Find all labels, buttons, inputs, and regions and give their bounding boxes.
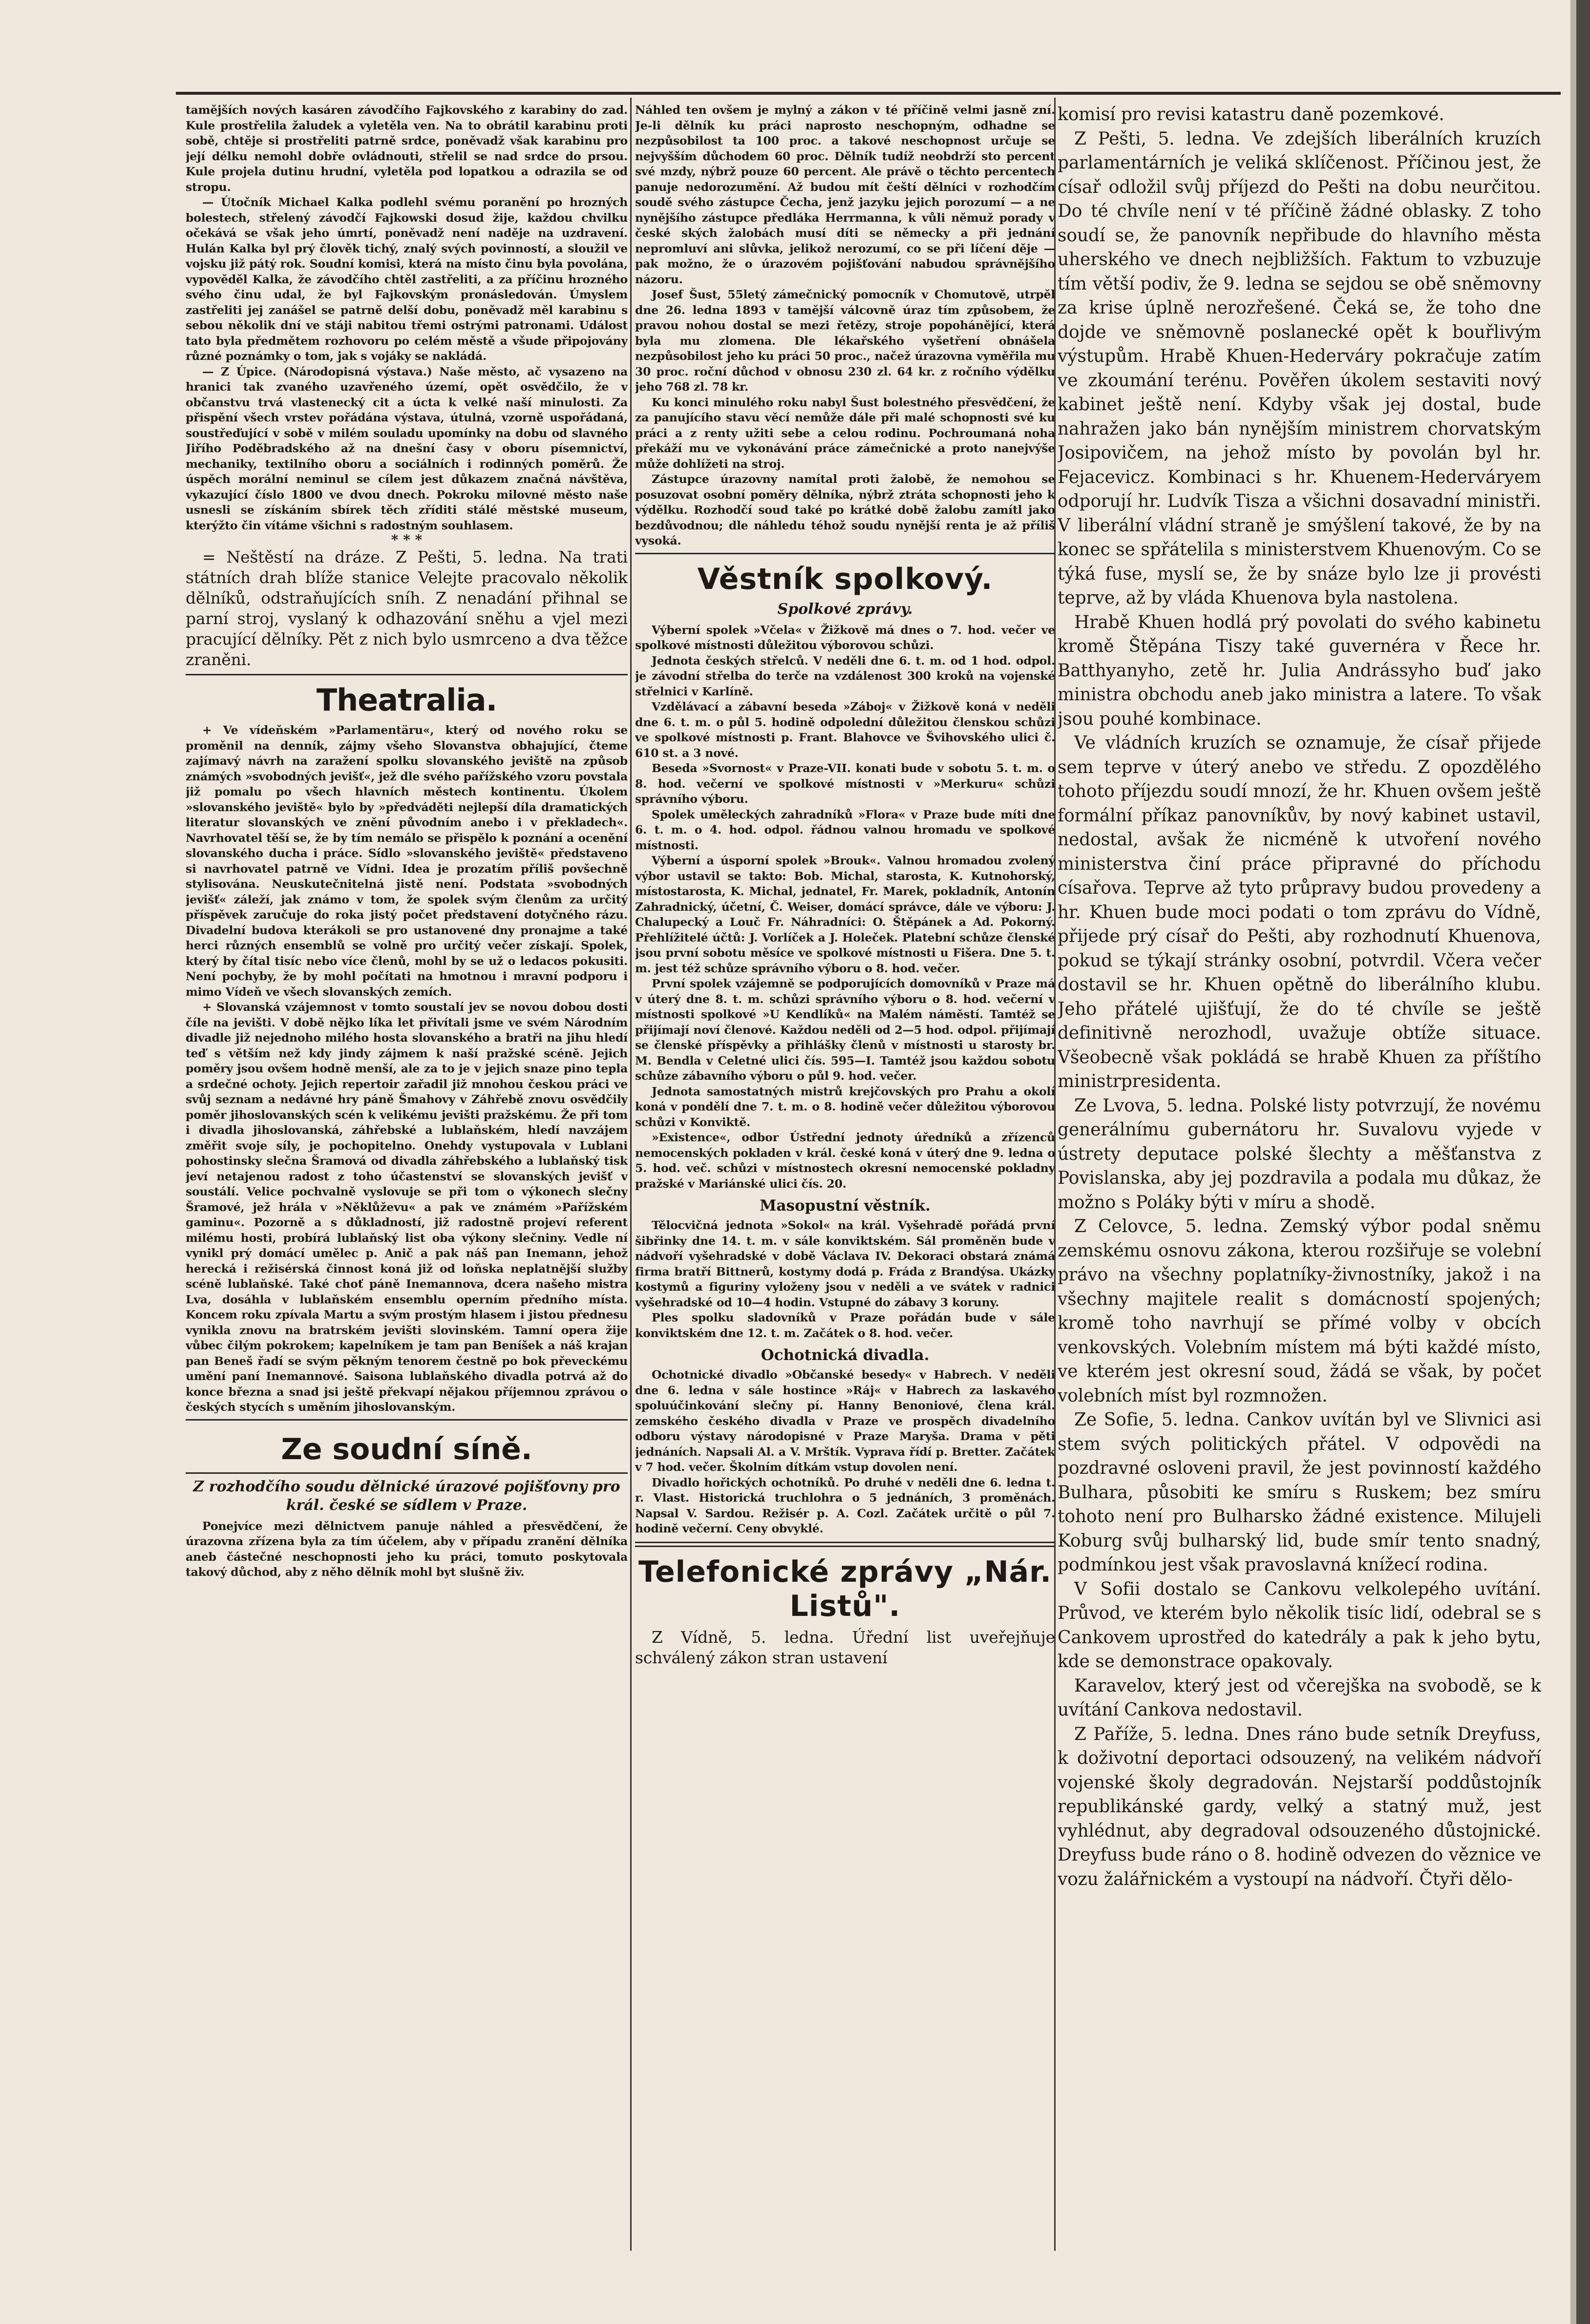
article-karavelov: Karavelov, který jest od včerejška na svobodě, se k uvítání Cankova nedostavil. (1058, 1675, 1541, 1720)
notice-sokol: Tělocvičná jednota »Sokol« na král. Vyšehradě pořádá první šibřinky dne 14. t. m. v sále konviktském. Sál proměněn bude v nádvoří vyšehradské v době Václava IV. Dekoraci obstará známá firma bratří Bittnerů, kostymy dodá p. Fráda z Brandýsa. Ukázky kostymů a figuriny vyloženy jsou v neděli a ve svátek v radnici vyšehradské od 10—4 hodin. Vstupné do zábavy 3 koruny. (635, 1218, 1055, 1309)
article-continuation: tamějších nových kasáren závodčího Fajkovského z karabiny do zad. Kule prostřelila žaludek a vyletěla ven. Na to obrátil karabinu proti sobě, chtěje si prostřeliti patrně srdce, poněvadž však karabinu pro její délku nemohl dobře ovládnouti, střelil se nad srdce do prsou. Kule projela dutinu hrudní, vyletěla pod lopatkou a odrazila se od stropu. (186, 103, 628, 194)
notice-vcela: Výberní spolek »Včela« v Žižkově má dnes o 7. hod. večer ve spolkové místnosti důležitou výborovou schůzi. (635, 623, 1055, 652)
notice-flora: Spolek uměleckých zahradníků »Flora« v Praze bude míti dne 6. t. m. o 4. hod. odpol. řádnou valnou hromadu ve spolkové místnosti. (635, 807, 1055, 852)
section-double-rule (635, 1542, 1055, 1547)
page-edge-shadow (1570, 0, 1576, 2324)
notice-existence: »Existence«, odbor Ústřední jednoty úředníků a zřízenců nemocenských pokladen v král. české koná v úterý dne 9. ledna o 5. hod. več. schůzi v místnostech okresní nemocenské pokladny pražské v Mariánské ulici čís. 20. (635, 1131, 1055, 1191)
section-title-telefonicke-zpravy: Telefonické zprávy „Nár. Listů". (638, 1554, 1052, 1623)
separator-stars: * * * (391, 532, 423, 548)
article-ze-lvova: Ze Lvova, 5. ledna. Polské listy potvrzují, že novému generálnímu gubernátoru hr. Suvalovu vyjede v ústrety deputace polské šlechty a měšťanstva z Povislanska, aby jej pozdravila a podala mu důkaz, že možno s Poláky býti v míru a shodě. (1058, 1095, 1541, 1213)
article-urazovna: Ponejvíce mezi dělnictvem panuje náhled a přesvědčení, že úrazovna zřízena byla za tím účelem, aby v případu zranění dělníka aneb částečné neschopnosti jeho ku práci, tomuto poskytovala takový důchod, aby z něho dělník mohl byt slušně živ. (186, 1519, 628, 1579)
notice-zaboj: Vzdělávací a zábavní beseda »Záboj« v Žižkově koná v neděli dne 6. t. m. o půl 5. hodině odpolední důležitou členskou schůzi ve spolkové místnosti p. Frant. Blahovce ve Švihovského ulici č. 610 st. a 3 nové. (635, 700, 1055, 760)
article-z-parize: Z Paříže, 5. ledna. Dnes ráno bude setník Dreyfuss, k doživotní deportaci odsouzený, na velikém nádvoří vojenské školy degradován. Nejstarší poddůstojník republikánské gardy, velký a statný muž, jest vyhlédnut, aby degradoval odsouzeného důstojnické. Dreyfuss bude ráno o 8. hodině odvezen do věznice ve vozu žalářnickém a vystoupí na nádvoří. Čtyři dělo- (1058, 1724, 1541, 1889)
section-rule (186, 1419, 628, 1421)
article-sust-3: Zástupce úrazovny namítal proti žalobě, že nemohou se posuzovat osobní poměry dělníka, nýbrž ztráta schopnosti jeho k výdělku. Rozhodčí soud také po krátké době žalobu zamítl jako bezdůvodnou; dle náhledu téhož soudu nynější renta je až příliš vysoká. (635, 472, 1055, 547)
article-khuen: Hrabě Khuen hodlá prý povolati do svého kabinetu kromě Štěpána Tiszy také guvernéra v Řece hr. Batthyanyho, zetě hr. Julia Andrássyho buď jako ministra obchodu aneb jako ministra a latere. To však jsou pouhé kombinace. (1058, 612, 1541, 729)
subheading-rozhodci-soud: Z rozhodčího soudu dělnické úrazové pojišťovny pro král. české se sídlem v Praze. (193, 1478, 620, 1514)
article-ze-sofie: Ze Sofie, 5. ledna. Cankov uvítán byl ve Slivnici asi stem svých politických přátel. V odpovědi na pozdravné osloveni pravil, že jest povinností každého Bulhara, působiti ke smíru s Ruskem; bez smíru tohoto není pro Bulharsko žádné existence. Milujeli Koburg svůj bulharský lid, bude smír tento snadný, podmínkou jest však pravoslavná knížecí rodina. (1058, 1410, 1541, 1575)
top-rule (176, 92, 1561, 95)
article-sofie-uvitani: V Sofii dostalo se Cankovu velkolepého uvítání. Průvod, ve kterém bylo několik tisíc lidí, odebral se s Cankovem uprostřed do katedrály a pak k jeho bytu, kde se demonstrace opakovaly. (1058, 1579, 1541, 1672)
article-z-vidne: Z Vídně, 5. ledna. Úřední list uveřejňuje schválený zákon stran ustavení (635, 1627, 1055, 1667)
notice-svornost: Beseda »Svornost« v Praze-VII. konati bude v sobotu 5. t. m. o 8. hod. večerní ve spolkové místnosti v »Merkuru« schůzi správního výboru. (635, 761, 1055, 806)
article-sust: Josef Šust, 55letý zámečnický pomocník v Chomutově, utrpěl dne 26. ledna 1893 v tamější válcovně úraz tím způsobem, že pravou nohou dostal se mezi řetězy, stroje popohánějící, která byla mu zlomena. Dle lékařského vyšetření obnášela nezpůsobilost jeho ku práci 50 proc., načež úrazovna vyměřila mu 30 proc. roční důchod v obnosu 230 zl. 64 kr. z ročního výdělku jeho 768 zl. 78 kr. (635, 288, 1055, 394)
article-urazovna-continued: Náhled ten ovšem je mylný a zákon v té příčině velmi jasně zní. Je-li dělník ku práci naprosto neschopným, odhadne se nezpůsobilost ta 100 proc. a takové neschopnost určuje se nejvyšším důchodem 60 proc. Dělník tudíž neobdrží sto percent své mzdy, nýbrž pouze 60 percent. Ale právě o těchto percentech panuje nedorozumění. Až budou mít čeští dělníci v rozhodčím soudě svého zástupce Čecha, jenž jazyku jejich porozumí — a ne nynějšího zástupce předláka Herrmanna, k vůli němuž porady v české ských žalobách musí díti se německy a při jednání nepromluví ani slůvka, jelikož nerozumí, co se při líčení děje — pak možno, že o úrazovém pojišťování nabudou správnějšího názoru. (635, 103, 1055, 286)
section-rule (186, 674, 628, 675)
article-katastr: komisí pro revisi katastru daně pozemkové. (1058, 105, 1444, 125)
notice-ples: Ples spolku sladovníků v Praze pořádán bude v sále konviktském dne 12. t. m. Začátek o 8. hod. večer. (635, 1311, 1055, 1340)
notice-strelci: Jednota českých střelců. V neděli dne 6. t. m. od 1 hod. odpol. je závodní střelba do terče na vzdálenost 300 kroků na vojenské střelnici v Karlíně. (635, 653, 1055, 698)
column-3 (1058, 103, 1541, 2251)
notice-habry: Ochotnické divadlo »Občanské besedy« v Habrech. V neděli dne 6. ledna v sále hostince »Ráj« v Habrech za laskavého spoluúčinkování slečny pí. Hanny Benoniové, člena král. zemského českého divadla v Praze ve prospěch divadelního odboru výstavy národopisné v Praze Maryša. Drama v pěti jednáních. Napsali Al. a V. Mrštík. Vyprava řídí p. Bretter. Začátek v 7 hod. večer. Školním dítkám vstup dovolen není. (635, 1368, 1055, 1474)
subheading-spolkove-zpravy: Spolkové zprávy. (777, 600, 913, 618)
article-slovanske-jeviste: + Ve vídeňském »Parlamentäru«, který od nového roku se proměnil na denník, zájmy všeho Slovanstva obhajující, čteme zajímavý návrh na zaražení spolku slovanského jeviště na způsob známých »svobodných jevišť«, jež dle svého pařížského vzoru povstala již pomalu po všech hlavních městech kontinentu. Úkolem »slovanského jeviště« bylo by »předváděti nejlepší díla dramatických literatur slovanských ve znění původním anebo i v překladech«. Navrhovatel těší se, že by tím nemálo se přispělo k poznání a ocenění slovanského ducha i práce. Sídlo »slovanského jeviště« představeno si navrhovatel patrně ve Vídni. Idea je prozatím příliš povšechně stylisována. Neuskutečnitelná jistě není. Podstata »svobodných jevišť« záleží, jak známo v tom, že spolek svým členům za určitý příspěvek zaručuje do roka jistý počet představení dotyčného rázu. Divadelní budova kterákoli se pro ustanovené dny pronajme a také herci různých ensemblů se volně pro určitý večer získají. Spolek, který by čítal tisíc nebo více členů, mohl by se už o ledacos pokusiti. Není pochyby, že by mohl počítati na hmotnou i mravní podporu i mimo Vídeň ve všech slovanských zemích. (186, 723, 628, 999)
article-upice: — Z Úpice. (Národopisná výstava.) Naše město, ač vysazeno na hranici tak zvaného uzavřeného území, opět osvědčilo, že v občanstvu trvá vlastenecký cit a úcta k velké naší minulosti. Za přispění všech vrstev pořádána výstava, útulná, vzorně uspořádaná, soustřeďující v sobě v milém souladu upomínky na dobu od slavného Jiřího Poděbradského až na dnešní časy v oboru písemnictví, mechaniky, textilního oboru a sociálních i rodinných poměrů. Že úspěch morální neminul se cílem jest důkazem značná návštěva, vykazující číslo 1800 ve dvou dnech. Pokroku milovné město naše usnesli se získáním sbírek těch zříditi stálé městské museum, kterýžto čin vítáme všichni s radostným souhlasem. (186, 364, 628, 532)
article-sust-2: Ku konci minulého roku nabyl Šust bolestného přesvědčení, že za panujícího stavu věcí nemůže dále při malé schopnosti své ku práci a z renty užiti sebe a celou rodinu. Pochroumaná noha překáží mu ve vykonávání práce zámečnické a proto nanejvýše může dohlížeti na stroj. (635, 395, 1055, 471)
section-title-theatralia: Theatralia. (316, 682, 497, 718)
notice-domovnici: První spolek vzájemně se podporujících domovníků v Praze má v úterý dne 8. t. m. schůzi správního výboru o 8. hod. večerní v místnosti spolkové »U Kendlíků« na Malém náměstí. Tamtéž se přijímají noví členové. Každou neděli od 2—5 hod. odpol. přijímají se členské příspěvky a přihlášky členů v místnosti u starosty br. M. Bendla v Celetné ulici čís. 595—I. Tamtéž jsou každou sobotu schůze zábavního výboru o půl 9. hod. večer. (635, 977, 1055, 1083)
section-rule (635, 553, 1055, 554)
section-title-vestnik-spolkovy: Věstník spolkový. (697, 562, 993, 596)
article-nestesti: = Neštěstí na dráze. Z Pešti, 5. ledna. Na trati státních drah blíže stanice Velejte pracovalo několik dělníků, odstraňujících sníh. Z nenadání přihnal se parní stroj, vyslaný k odhazování sněhu a vjel mezi pracující dělníky. Pět z nich bylo usmrceno a dva těžce zraněni. (186, 547, 628, 669)
subheading-masopustni-vestnik: Masopustní věstník. (760, 1197, 931, 1214)
notice-brouk: Výberní a úsporní spolek »Brouk«. Valnou hromadou zvolený výbor ustavil se takto: Bob. Michal, starosta, K. Kutnohorský, místostarosta, K. Michal, jednatel, Fr. Marek, pokladník, Antonín Zahradnický, účetní, Č. Weiser, domácí správce, dále ve výboru: J. Chalupecký a Louč Fr. Náhradníci: O. Štěpánek a Ad. Pokorný. Přehlížitelé účtů: J. Vorlíček a J. Holeček. Platební schůze členské jsou první sobotu měsíce ve spolkové místnosti u Fišera. Dne 5. t. m. jest též schůze správního výboru o 8. hod. večer. (635, 854, 1055, 975)
section-rule (186, 1472, 628, 1474)
article-vladni-kruhy: Ve vládních kruzích se oznamuje, že císař přijede sem teprve v úterý anebo ve středu. Z opozdělého tohoto příjezdu soudí mnozí, že hr. Khuen ovšem ještě formální příkaz panovníkův, by nový kabinet ustavil, nedostal, avšak že nicméně k utvoření nového ministerstva činí práce připravné do příchodu císařova. Teprve až tyto průpravy budou provedeny a hr. Khuen bude moci podati o tom zprávu do Vídně, přijede prý císař do Pešti, aby rozhodnutí Khuenova, pokud se týkají stránky osobní, potvrdil. Včera večer dostavil se hr. Khuen opětně do liberálního klubu. Jeho přátelé ujišťují, že do té chvíle se ještě definitivně nerozhodl, uvažuje obtíže situace. Všeobecně však pokládá se hrabě Khuen za příštího ministrpresidenta. (1058, 733, 1541, 1091)
section-title-soudni-sin: Ze soudní síně. (281, 1432, 532, 1466)
notice-krejci: Jednota samostatných mistrů krejčovských pro Prahu a okolí koná v pondělí dne 7. t. m. o 8. hodině večer důležitou výborovou schůzi v Konviktě. (635, 1084, 1055, 1129)
article-z-celovce: Z Celovce, 5. ledna. Zemský výbor podal sněmu zemskému osnovu zákona, kterou rozšiřuje se volební právo na všechny poplatníky-živnostníky, jakož i na všechny majitele realit s domácností spojených; kromě toho navrhují se přímé volby v obcích venkovských. Volebním místem má býti každé místo, ve kterém jest okresní soud, žádá se však, by počet volebních míst byl rozmnožen. (1058, 1216, 1541, 1406)
article-slovanska-vzajemnost: + Slovanská vzájemnost v tomto soustalí jev se novou dobou dosti číle na jevišti. V době nějko líka let přivítali jsme ve svém Národním divadle již nejednoho milého hosta slovanského a bratři na jihu hledí teď s větším než kdy jindy zájmem k naší pražské scéně. Jejich poměry jsou ovšem hodně menší, ale za to je v jejich snaze pino tepla a srdečné ochoty. Jejich repertoir zařadil již mnohou českou práci ve svůj seznam a nedávné hry páně Šmahovy v Záhřebě znovu osvědčily poměr jihoslovanských scén k velikému jevišti pražskému. Že při tom i divadla jihoslovanská, záhřebské a lublaňském, hledí navzájem změřit svoje síly, je pochopitelno. Onehdy vystupovala v Lublani pohostinsky slečna Šramová od divadla záhřebského a lublaňský tisk jeví netajenou radost z toho účastenství se slovanských jevišť v soustálí. Velice pochvalně vyslovuje se při tom o výkonech slečny Šramové, jež hrála v »Něklůževu« a pak ve známém »Pařížském gaminu«. Pozorně a s důkladností, již radostně projeví referent milému hosti, probírá lublaňský list oba výkony slečniny. Vedle ní vynikl prý domácí umělec p. Anič a pak náš pan Inemann, jehož herecká i režisérská činnost koná již od loňska neplatnější služby scéně lublaňské. Také choť páně Inemannova, dcera našeho mistra Lva, dosáhla v lublaňském ensemblu operním předního místa. Koncem roku zpívala Martu a svým prostým hlasem i jistou přednesu vynikla znovu na bratrském jevišti slovinském. Tamní opera žije vůbec čilým pokrokem; kapelníkem je tam pan Beníšek a náš krajan pan Beneš řadí se svým pěkným tenorem čestně po bok převeckému umění paní Inemannové. Saisona lublaňského divadla potrvá až do konce března a snad jsi ještě překvapí nějakou příjemnou zprávou o českých stycích s uměním jihoslovanským. (186, 1000, 628, 1414)
subheading-ochotnicka-divadla: Ochotnická divadla. (761, 1346, 930, 1364)
page-edge (1576, 0, 1590, 2324)
article-kalka: — Útočník Michael Kalka podlehl svému poranění po hrozných bolestech, střelený závodčí Fajkowski dosud žije, každou chvilku očekává se však jeho úmrtí, poněvadž není naděje na uzdravení. Hulán Kalka byl prý člověk tichý, znalý svých povinností, a sloužil ve vojsku již pátý rok. Soudní komisi, která na místo činu byla povolána, vypověděl Kalka, že závodčího chtěl zastřeliti, a za příčinu hrozného svého činu udal, že byl Fajkovským pronásledován. Úmyslem zastřeliti jej zanášel se patrně delší dobu, poněvadž měl karabinu s sebou několik dní ve stáji nabitou třemi ostrými patronami. Událost tato byla předmětem rozhovoru po celém městě a všude připojovány různé poznámky o tom, jak s vojáky se nakládá. (186, 195, 628, 363)
article-z-pesti: Z Pešti, 5. ledna. Ve zdejších liberálních kruzích parlamentárních je veliká sklíčenost. Příčinou jest, že císař odložil svůj příjezd do Pešti na dobu neurčitou. Do té chvíle není v té příčině žádné oblasky. Z toho soudí se, že panovník nepřibude do hlavního města uherského ve dnech nejbližších. Faktum to vzbuzuje tím větší podiv, že 9. ledna se sejdou se obě sněmovny za krise úplně nerozřešené. Čeká se, že toho dne dojde ve sněmovně poslanecké opět k bouřlivým výstupům. Hrabě Khuen-Hederváry pokračuje zatím ve zkoumání terénu. Pověřen úkolem sestaviti nový kabinet ještě není. Kdyby však jej dostal, bude nahražen jako bán nynějším ministrem chorvatským Josipovičem, na jehož místo by povolán byl hr. Fejacevicz. Kombinaci s hr. Khuenem-Hederváryem odporují hr. Ludvík Tisza a všichni dosavadní ministři. V liberální vládní straně je smýšlení takové, že by na konec se spřátelila s ministerstvem Khuenovým. Co se týká fuse, myslí se, že by snáze bylo lze ji provésti teprve, až by vláda Khuenova byla nastolena. (1058, 128, 1541, 608)
column-1 (186, 103, 628, 2251)
notice-horice: Divadlo hořických ochotníků. Po druhé v neděli dne 6. ledna t. r. Vlast. Historická truchlohra o 5 jednáních, 3 proměnách. Napsal V. Sardou. Režisér p. A. Cozl. Začátek určitě o půl 7. hodině večerní. Ceny obvyklé. (635, 1475, 1055, 1535)
column-divider-1 (630, 98, 632, 2251)
column-2 (635, 103, 1055, 2251)
